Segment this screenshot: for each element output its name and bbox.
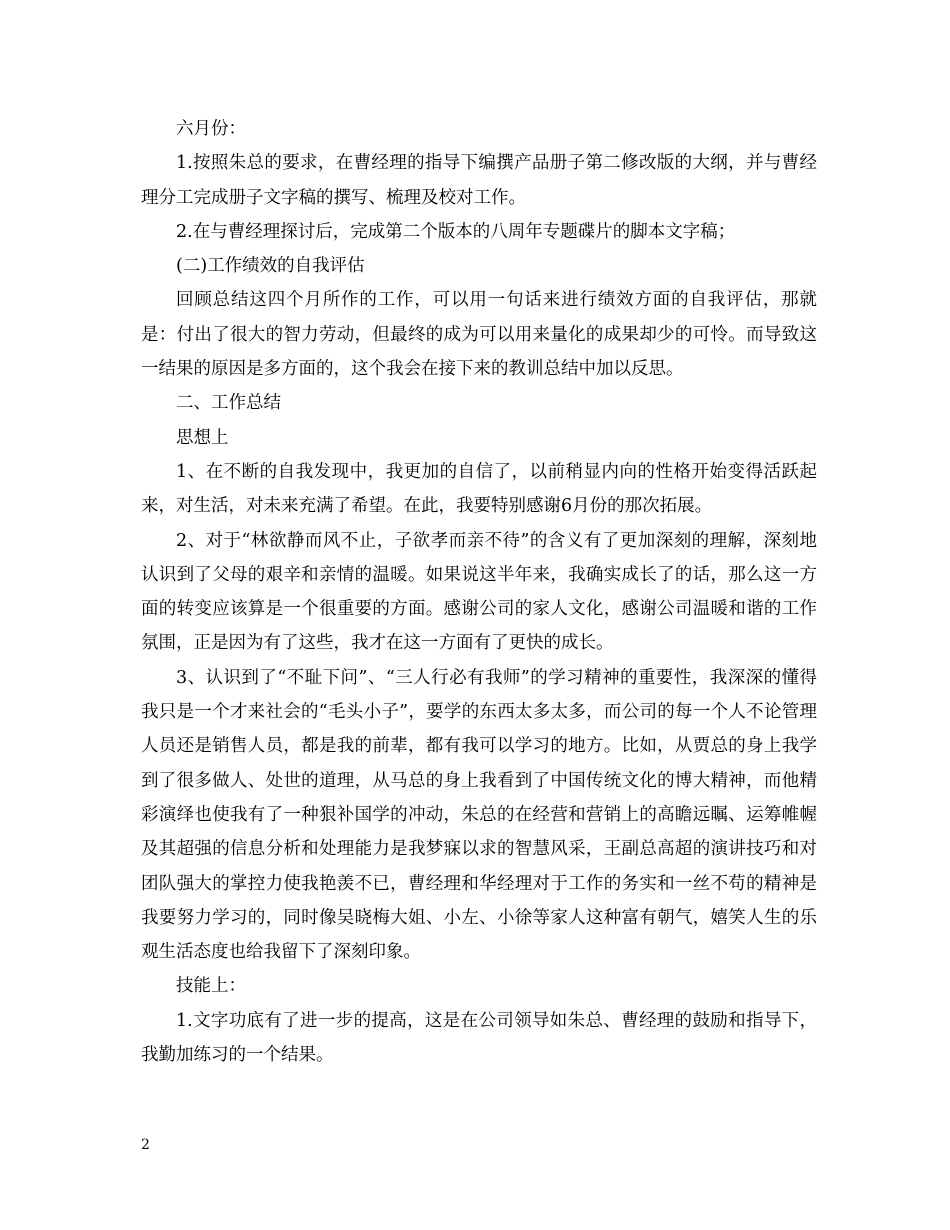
paragraph-thought-heading: 思想上: [176, 427, 229, 448]
paragraph-thought-3: 3、认识到了“不耻下问”、“三人行必有我师”的学习精神的重要性，我深深的懂得我只是一个才来社会的“毛头小子”，要学的东西太多太多，而公司的每一个人不论管理人员还是销售人员，都是我的前辈，都有我可以学习的地方。比如，从贾总的身上我学到了很多做人、处世的道理，从马总的身上我看到了中国传统文化的博大精神，而他精彩演绎也使我有了一种狠补国学的冲动，朱总的在经营和营销上的高瞻远瞩、运筹帷幄及其超强的信息分析和处理能力是我梦寐以求的智慧风采，王副总高超的演讲技巧和对团队强大的掌控力使我艳羡不已，曹经理和华经理对于工作的务实和一丝不苟的精神是我要努力学习的，同时像吴晓梅大姐、小左、小徐等家人这种富有朝气，嬉笑人生的乐观生活态度也给我留下了深刻印象。: [141, 667, 817, 963]
paragraph-skills-heading: 技能上：: [176, 976, 246, 997]
page-number: 2: [141, 1137, 150, 1153]
paragraph-thought-1: 1、在不断的自我发现中，我更加的自信了，以前稍显内向的性格开始变得活跃起来，对生活，对未来充满了希望。在此，我要特别感谢6月份的那次拓展。: [141, 461, 817, 517]
paragraph-thought-2: 2、对于“林欲静而风不止，子欲孝而亲不待”的含义有了更加深刻的理解，深刻地认识到了父母的艰辛和亲情的温暖。如果说这半年来，我确实成长了的话，那么这一方面的转变应该算是一个很重要的方面。感谢公司的家人文化，感谢公司温暖和谐的工作氛围，正是因为有了这些，我才在这一方面有了更快的成长。: [141, 530, 817, 654]
paragraph-item-1: 1.按照朱总的要求，在曹经理的指导下编撰产品册子第二修改版的大纲，并与曹经理分工完成册子文字稿的撰写、梳理及校对工作。: [141, 153, 817, 208]
body-text: [141, 112, 817, 1072]
paragraph-summary-heading: 二、工作总结: [176, 393, 281, 414]
paragraph-performance-review: 回顾总结这四个月所作的工作，可以用一句话来进行绩效方面的自我评估，那就是：付出了很大的智力劳动，但最终的成为可以用来量化的成果却少的可怜。而导致这一结果的原因是多方面的，这个我会在接下来的教训总结中加以反思。: [141, 290, 817, 380]
paragraph-performance-heading: (二)工作绩效的自我评估: [176, 256, 365, 277]
paragraph-item-2: 2.在与曹经理探讨后，完成第二个版本的八周年专题碟片的脚本文字稿；: [176, 221, 736, 242]
paragraph-skills-1: 1.文字功底有了进一步的提高，这是在公司领导如朱总、曹经理的鼓励和指导下，我勤加练习的一个结果。: [141, 1010, 817, 1066]
paragraph-june-heading: 六月份：: [176, 119, 246, 139]
